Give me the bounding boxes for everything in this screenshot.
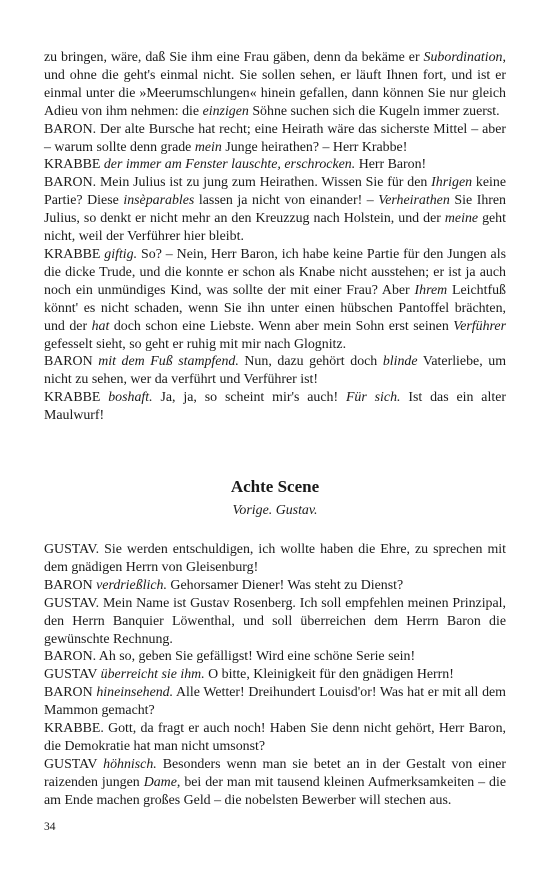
dialogue-text: Junge heirathen? – Herr Krabbe! — [221, 139, 408, 155]
dialogue-text: doch schon eine Liebste. Wenn aber mein Sohn erst seinen — [109, 318, 454, 334]
dialogue-paragraph — [44, 353, 506, 389]
stage-direction: mein — [194, 139, 222, 155]
dialogue-text: Nun, dazu gehört doch — [238, 354, 383, 370]
stage-direction: einzigen — [202, 103, 249, 119]
dialogue-paragraph — [44, 246, 506, 353]
dialogue-text: Alle Wetter! Dreihundert Louisd'or! Was hat er mit all dem Mammon gemacht? — [44, 685, 506, 719]
dialogue-text: Söhne suchen sich die Kugeln immer zuerst. — [248, 103, 500, 119]
dialogue-paragraph — [44, 389, 506, 425]
dialogue-text: lassen ja nicht von einander! – — [194, 193, 379, 209]
dialogue-text: BARON — [44, 577, 97, 593]
dialogue-text: geht nicht, weil der Verführer hier bleibt. — [44, 211, 506, 245]
scene-title: Achte Scene — [230, 477, 320, 496]
stage-direction: verdrießlich. — [96, 577, 167, 593]
dialogue-paragraph — [44, 648, 506, 666]
dialogue-text: Herr Baron! — [355, 157, 427, 173]
dialogue-paragraph — [44, 577, 506, 595]
stage-direction: höhnisch. — [103, 756, 157, 772]
stage-direction: überreicht sie ihm. — [100, 667, 205, 683]
stage-direction: meine — [444, 211, 479, 227]
dialogue-paragraph — [44, 595, 506, 649]
dialogue-text: gefesselt sieht, so geht er ruhig mit mir nach Glognitz. — [44, 336, 347, 352]
dialogue-text: GUSTAV — [44, 756, 104, 772]
stage-direction: Dame — [143, 774, 177, 790]
dialogue-paragraph — [44, 720, 506, 756]
dialogue-text: Ja, ja, so scheint mir's auch! — [152, 390, 346, 406]
stage-direction: insèparables — [123, 193, 195, 209]
dialogue-text: GUSTAV. Sie werden entschuldigen, ich wollte haben die Ehre, zu sprechen mit dem gnädigen Herrn von Gleisenburg! — [44, 542, 506, 575]
dialogue-text: KRABBE. Gott, da fragt er auch noch! Haben Sie denn nicht gehört, Herr Baron, die Demokratie hat man nicht umsonst? — [44, 721, 506, 754]
dialogue-text: Besonders wenn man sie betet an in der Gestalt von einer raizenden jungen — [44, 756, 506, 790]
scene-subtitle: Vorige. Gustav. — [232, 503, 318, 518]
dialogue-paragraph — [44, 541, 506, 577]
dialogue-paragraph — [44, 684, 506, 720]
dialogue-text: BARON. Der alte Bursche hat recht; eine Heirath wäre das sicherste Mittel – aber – warum sollte denn grade — [44, 121, 506, 155]
stage-direction: Ihrem — [414, 282, 448, 298]
dialogue-text: GUSTAV — [44, 667, 101, 683]
dialogue-text: Leichtfuß könnt' es nicht schaden, wenn Sie ihn unter einen hübschen Pantoffel brächten, und der — [44, 282, 506, 334]
dialogue-text: BARON. Ah so, geben Sie gefälligst! Wird eine schöne Serie sein! — [44, 649, 416, 665]
dialogue-text: Ist das ein alter Maulwurf! — [44, 390, 506, 424]
stage-direction: hineinsehend. — [96, 685, 174, 701]
dialogue-text: BARON. Mein Julius ist zu jung zum Heirathen. Wissen Sie für den — [44, 175, 432, 191]
dialogue-text: keine Partie? Diese — [44, 175, 506, 209]
dialogue-text: , bei der man mit tausend kleinen Aufmerksamkeiten – die am Ende machen großes Geld – die nobelsten Bewerber will stechen aus. — [44, 774, 507, 808]
dialogue-paragraph — [44, 49, 506, 121]
dialogue-text: KRABBE — [44, 390, 109, 406]
dialogue-text: zu bringen, wäre, daß Sie ihm eine Frau gäben, denn da bekäme er — [44, 50, 424, 65]
dialogue-text: KRABBE — [44, 157, 104, 173]
dialogue-paragraph — [44, 756, 506, 810]
stage-direction: mit dem Fuß stampfend. — [98, 354, 239, 370]
dialogue-text: KRABBE — [44, 246, 105, 262]
dialogue-paragraph — [44, 174, 506, 246]
dialogue-block-top — [44, 49, 506, 425]
dialogue-text: GUSTAV. Mein Name ist Gustav Rosenberg. Ich soll empfehlen meinen Prinzipal, den Herrn Banquier Löwenthal, und soll überreichen dem Herrn Baron die gewünschte Rechnung. — [44, 595, 506, 647]
dialogue-text: Vaterliebe, um nicht zu sehen, wer da verführt und Verführer ist! — [44, 354, 506, 388]
stage-direction: Ihrigen — [431, 175, 473, 191]
stage-direction: giftig. — [104, 246, 138, 262]
dialogue-text: BARON — [44, 685, 97, 701]
stage-direction: hat — [91, 318, 110, 334]
dialogue-paragraph — [44, 666, 506, 684]
page-number: 34 — [44, 821, 56, 833]
dialogue-paragraph — [44, 156, 506, 174]
dialogue-block-bottom — [44, 541, 506, 810]
dialogue-text: , und ohne die geht's einmal nicht. Sie sollen sehen, er läuft Ihnen fort, und ist er einmal unter die »Meerumschlungen« hinein gefallen, dann können Sie nur gleich Adieu von ihm nehmen: die — [44, 50, 506, 119]
stage-direction: Verheirathen — [378, 193, 450, 209]
dialogue-text: BARON — [44, 354, 99, 370]
stage-direction: Subordination — [423, 50, 503, 65]
stage-direction: boshaft. — [108, 390, 153, 406]
stage-direction: blinde — [382, 354, 418, 370]
dialogue-paragraph — [44, 121, 506, 157]
stage-direction: der immer am Fenster lauschte, erschrocken. — [103, 157, 356, 173]
stage-direction: Für sich. — [345, 390, 401, 406]
dialogue-text: Sie Ihren Julius, so denkt er nicht mehr an den Kreuzzug nach Holstein, und der — [44, 193, 507, 227]
dialogue-text: Gehorsamer Diener! Was steht zu Dienst? — [166, 577, 404, 593]
dialogue-text: O bitte, Kleinigkeit für den gnädigen Herrn! — [204, 667, 454, 683]
dialogue-text: So? – Nein, Herr Baron, ich habe keine Partie für den Jungen als die dicke Trude, und die konnte er schon als Knabe nicht ausstehen; er ist ja auch noch ein unmündiges Kind, was sollte der mit einer Frau? Aber — [44, 246, 506, 298]
stage-direction: Verführer — [453, 318, 506, 334]
